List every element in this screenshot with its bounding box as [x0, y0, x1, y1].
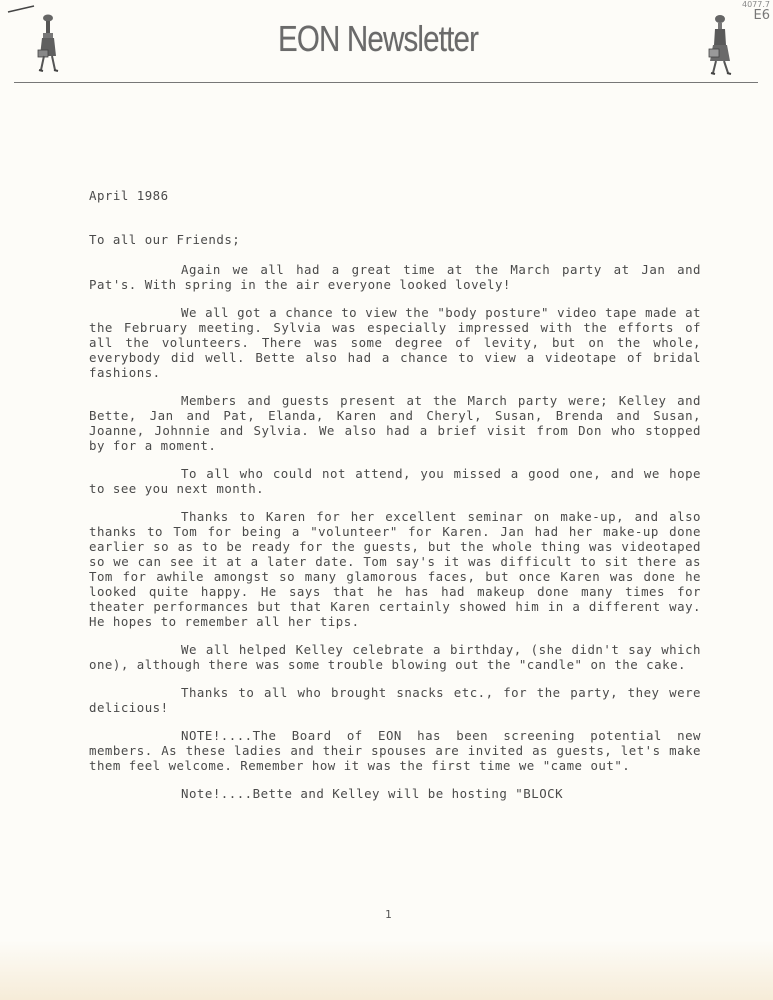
letter-date: April 1986: [89, 188, 169, 203]
newsletter-header: [0, 0, 773, 90]
paragraph: Thanks to Karen for her excellent seminar on make-up, and also thanks to Tom for being a "volunteer" for Karen. Jan had her make-up done earlier so as to be ready for the guests, but the whole thing was videotaped so we can see it at a later date. Tom say's it was difficult to sit there as Tom for awhile amongst so many glamorous faces, but once Karen was done he looked quite happy. He says that he has had makeup done many times for theater performances but that Karen certainly showed him in a different way. He hopes to remember all her tips.: [89, 509, 701, 629]
archive-code: 4077.7: [742, 0, 770, 9]
masthead-title: EON Newsletter: [278, 18, 479, 59]
paragraph: To all who could not attend, you missed a good one, and we hope to see you next month.: [89, 466, 701, 496]
paragraph: Note!....Bette and Kelley will be hosting "BLOCK: [181, 786, 564, 801]
archive-code-secondary: E6: [753, 8, 770, 23]
paragraph: We all got a chance to view the "body posture" video tape made at the February meeting. Sylvia was especially impressed with the efforts of all the volunteers. There was some degree of levity, but on the whole, everybody did well. Bette also had a chance to view a videotape of bridal fashions.: [89, 305, 701, 380]
paragraph: NOTE!....The Board of EON has been screening potential new members. As these ladies and their spouses are invited as guests, let's make them feel welcome. Remember how it was the first time we "came out".: [89, 728, 701, 773]
handwritten-archive-note: [730, 0, 770, 23]
paragraph: Members and guests present at the March party were; Kelley and Bette, Jan and Pat, Elanda, Karen and Cheryl, Susan, Brenda and Susan, Joanne, Johnnie and Sylvia. We also had a brief visit from Don who stopped by for a moment.: [89, 393, 701, 453]
paper-stain: [0, 940, 773, 1000]
paragraph: We all helped Kelley celebrate a birthday, (she didn't say which one), although there was some trouble blowing out the "candle" on the cake.: [89, 642, 701, 672]
walking-woman-figure-icon: [33, 12, 63, 78]
page-number: 1: [385, 908, 392, 921]
header-divider: [14, 82, 758, 83]
paragraph: Thanks to all who brought snacks etc., for the party, they were delicious!: [89, 685, 701, 715]
paragraph: Again we all had a great time at the March party at Jan and Pat's. With spring in the air everyone looked lovely!: [89, 262, 701, 292]
letter-salutation: To all our Friends;: [89, 232, 241, 247]
letter-body: [89, 188, 701, 801]
pen-stroke-mark: [6, 4, 36, 14]
